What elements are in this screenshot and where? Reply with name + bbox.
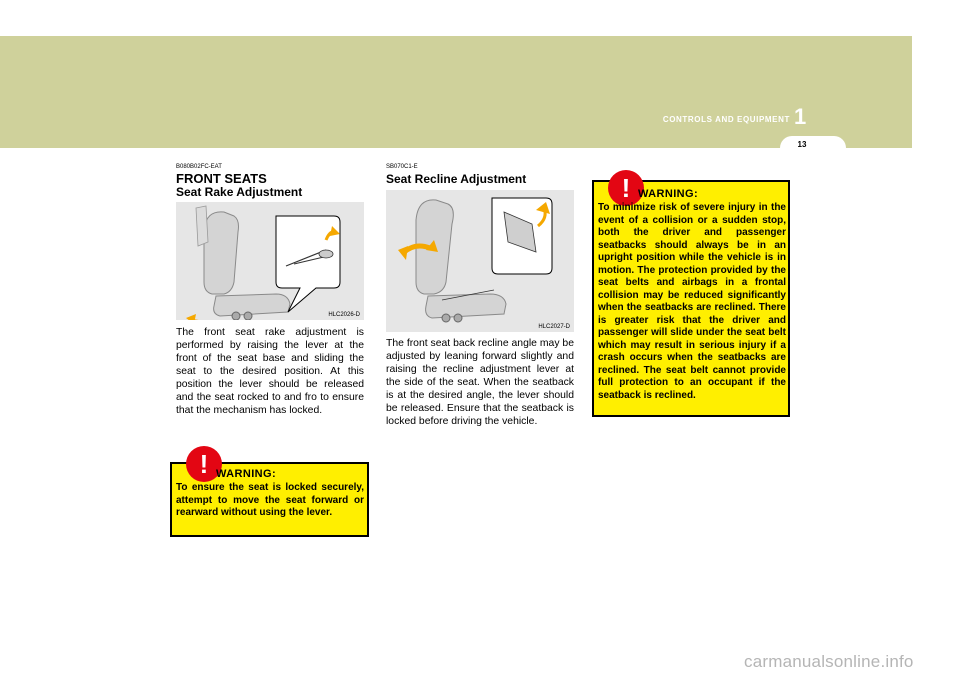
figure-label: HLC2026-D — [328, 312, 360, 318]
figure-label: HLC2027-D — [538, 324, 570, 330]
recline-description: The front seat back recline angle may be adjusted by leaning forward slightly and raising the recline adjustment lever at the side of the seat. When the seatback is at the desired angle, the lever should be released. Ensure that the seatback is locked before driving the vehicle. — [386, 338, 574, 427]
warning-box-recline — [592, 173, 790, 417]
section-number: 1 — [794, 104, 807, 129]
section-code: B080B02FC-EAT — [176, 164, 222, 170]
warning-box-rake — [170, 449, 369, 537]
subheading-rake: Seat Rake Adjustment — [176, 185, 303, 199]
warning-icon: ! — [186, 446, 222, 482]
seat-recline-figure — [386, 190, 574, 332]
section-title: CONTROLS AND EQUIPMENT — [662, 115, 790, 124]
warning-title: WARNING: — [216, 468, 277, 480]
seat-recline-illustration — [386, 190, 574, 332]
page-heading: FRONT SEATS — [176, 171, 267, 186]
warning-title: WARNING: — [638, 188, 699, 200]
warning-icon: ! — [608, 170, 644, 206]
rake-description: The front seat rake adjustment is performed by raising the lever at the front of the seat base and sliding the seat to the desired position. At this position the lever should be released and the seat rocked to and fro to ensure that the mechanism has locked. — [176, 327, 364, 416]
warning-text: To ensure the seat is locked securely, attempt to move the seat forward or rearward without using the lever. — [176, 482, 364, 518]
seat-rake-illustration — [176, 202, 364, 320]
header-band — [0, 36, 912, 148]
subheading-recline: Seat Recline Adjustment — [386, 172, 527, 186]
page-number: 13 — [797, 140, 807, 149]
watermark: carmanualsonline.info — [744, 652, 914, 671]
seat-rake-figure — [176, 202, 364, 320]
section-code: SB070C1-E — [386, 164, 418, 170]
warning-text: To minimize risk of severe injury in the event of a collision or a sudden stop, both the driver and passenger seatbacks should always be in an upright position while the vehicle is in motion. The protection provided by the seat belts and airbags in a frontal collision may be reduced significantly when the seatbacks are reclined. There is greater risk that the driver and passenger will slide under the seat belt which may result in serious injury if a crash occurs when the seatbacks are reclined. The seat belt cannot provide full protection to an occupant if the seatback is reclined. — [598, 202, 786, 401]
